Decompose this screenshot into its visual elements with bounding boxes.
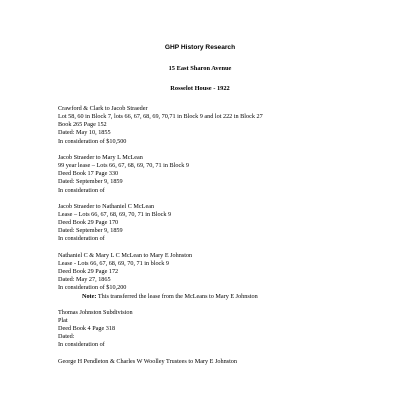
record-consideration: In consideration of $10,500: [58, 137, 127, 145]
record-property: Plat: [58, 317, 68, 324]
record-book: Deed Book 29 Page 170: [58, 219, 119, 227]
deed-record: [58, 309, 358, 350]
note-text: This transferred the lease from the McLeans to Mary E Johnston: [96, 292, 258, 300]
deed-record: [58, 358, 358, 366]
record-property: Lot 58, 60 in Block 7, lots 66, 67, 68, 69, 70,71 in Block 9 and lot 222 in Block 27: [58, 113, 263, 121]
record-parties: Jacob Straeder to Nathaniel C McLean: [58, 202, 155, 210]
record-parties: Thomas Johnston Subdivision: [58, 308, 133, 316]
record-property: Lease - Lots 66, 67, 68, 69, 70, 71 in block 9: [58, 259, 170, 267]
record-consideration: In consideration of: [58, 186, 105, 194]
deed-record: [58, 105, 358, 146]
property-address: 15 East Sharon Avenue: [168, 65, 232, 72]
note-label: Note:: [82, 292, 97, 300]
deed-record: [58, 154, 358, 195]
record-property: 99 year lease – Lots 66, 67, 68, 69, 70, 71 in Block 9: [58, 162, 189, 170]
record-consideration: In consideration of: [58, 341, 105, 349]
deed-record: [58, 252, 358, 301]
record-consideration: In consideration of $10,200: [58, 284, 127, 292]
record-book: Deed Book 17 Page 330: [58, 170, 119, 178]
record-parties: George H Pendleton & Charles W Woolley Trustees to Mary E Johnston: [58, 357, 237, 365]
record-book: Deed Book 29 Page 172: [58, 268, 119, 276]
deed-records: [58, 105, 358, 374]
record-parties: Jacob Straeder to Mary L McLean: [58, 153, 143, 161]
record-book: Book 265 Page 152: [58, 121, 107, 129]
record-note: [58, 293, 358, 301]
record-property: Lease – Lots 66, 67, 68, 69, 70, 71 in Block 9: [58, 211, 172, 218]
record-date: Dated: September 9, 1859: [58, 178, 123, 186]
house-name: Rosselot House - 1922: [170, 85, 230, 92]
record-parties: Nathaniel C & Mary L C McLean to Mary E Johnston: [58, 251, 193, 259]
record-date: Dated:: [58, 333, 75, 341]
record-parties: Crawford & Clark to Jacob Straeder: [58, 105, 148, 112]
record-book: Deed Book 4 Page 318: [58, 325, 116, 333]
deed-record: [58, 203, 358, 244]
record-consideration: In consideration of: [58, 235, 105, 243]
record-date: Dated: May 27, 1865: [58, 276, 111, 284]
document-title: GHP History Research: [164, 44, 236, 51]
record-date: Dated: September 9, 1859: [58, 227, 123, 235]
record-date: Dated: May 10, 1855: [58, 129, 111, 137]
